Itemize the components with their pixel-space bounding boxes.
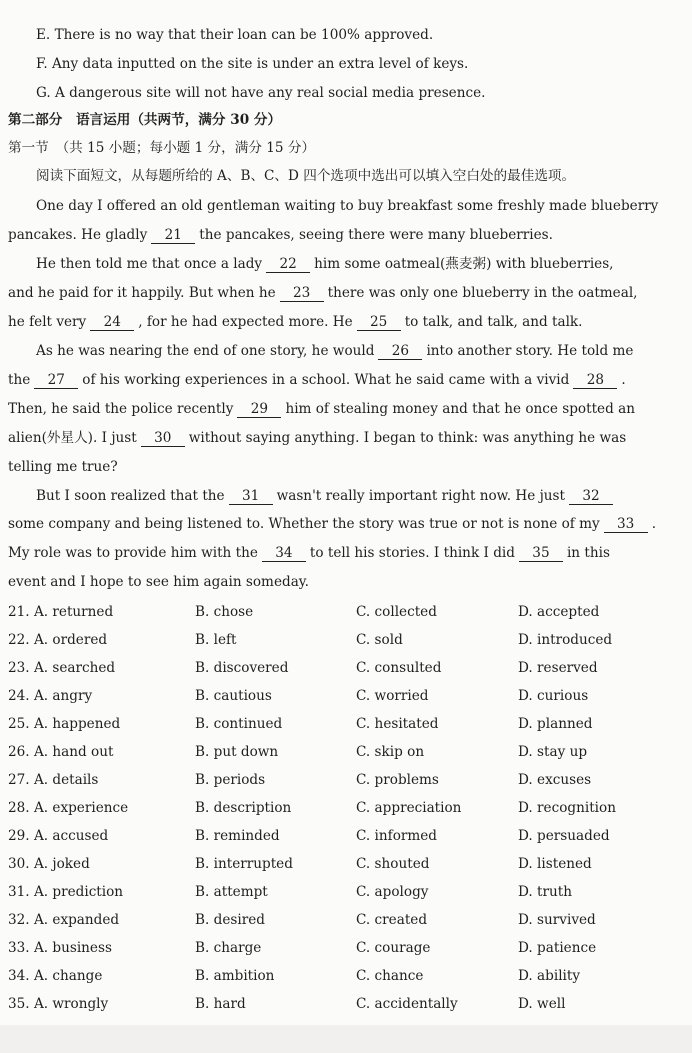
part-heading: 第二部分 语言运用（共两节，满分 30 分） [8, 112, 282, 128]
option-c: C. sold [356, 632, 403, 648]
question-row [8, 799, 688, 817]
question-row [8, 631, 688, 649]
option-c: C. created [356, 912, 428, 928]
blank-27: 27 [34, 373, 78, 389]
option-a: 22. A. ordered [8, 632, 108, 648]
option-c: C. consulted [356, 660, 442, 676]
option-c: C. collected [356, 604, 437, 620]
option-a: 26. A. hand out [8, 744, 114, 760]
option-d: D. curious [518, 688, 589, 704]
option-d: D. reserved [518, 660, 598, 676]
option-b: B. chose [195, 604, 254, 620]
blank-31: 31 [229, 489, 273, 505]
blank-29: 29 [237, 402, 281, 418]
option-a: 25. A. happened [8, 716, 121, 732]
question-row [8, 603, 688, 621]
question-row [8, 939, 688, 957]
passage-line: As he was nearing the end of one story, he would 26 into another story. He told me [36, 343, 634, 359]
passage-line: and he paid for it happily. But when he 23 there was only one blueberry in the oatmeal, [8, 285, 638, 301]
question-row [8, 687, 688, 705]
passage-line: But I soon realized that the 31 wasn't really important right now. He just 32 [36, 487, 617, 505]
blank-30: 30 [141, 431, 185, 447]
option-a: 29. A. accused [8, 828, 109, 844]
option-d: D. patience [518, 940, 597, 956]
option-b: B. periods [195, 772, 266, 788]
option-c: C. courage [356, 940, 431, 956]
passage-line: One day I offered an old gentleman waiting to buy breakfast some freshly made blueberry [36, 198, 659, 214]
option-b: B. continued [195, 716, 283, 732]
instruction: 阅读下面短文，从每题所给的 A、B、C、D 四个选项中选出可以填入空白处的最佳选项。 [36, 168, 576, 184]
passage-line: telling me true? [8, 459, 118, 475]
option-d: D. recognition [518, 800, 616, 816]
blank-25: 25 [357, 315, 401, 331]
question-row [8, 855, 688, 873]
option-a: 31. A. prediction [8, 884, 124, 900]
option-d: D. persuaded [518, 828, 610, 844]
option-f: F. Any data inputted on the site is under an extra level of keys. [36, 56, 469, 72]
blank-35: 35 [519, 546, 563, 562]
option-b: B. reminded [195, 828, 280, 844]
blank-28: 28 [573, 373, 617, 389]
blank-33: 33 [604, 517, 648, 533]
option-d: D. accepted [518, 604, 600, 620]
passage-line: some company and being listened to. Whether the story was true or not is none of my 33 . [8, 516, 657, 532]
option-a: 23. A. searched [8, 660, 116, 676]
question-row [8, 743, 688, 761]
question-row [8, 995, 688, 1013]
question-row [8, 659, 688, 677]
question-row [8, 827, 688, 845]
blank-24: 24 [90, 315, 134, 331]
option-b: B. cautious [195, 688, 272, 704]
option-c: C. worried [356, 688, 429, 704]
passage-line: My role was to provide him with the 34 to tell his stories. I think I did 35 in this [8, 545, 610, 561]
question-row [8, 883, 688, 901]
blank-23: 23 [280, 286, 324, 302]
option-b: B. hard [195, 996, 246, 1012]
option-a: 21. A. returned [8, 604, 114, 620]
option-c: C. problems [356, 772, 439, 788]
option-b: B. charge [195, 940, 262, 956]
option-a: 35. A. wrongly [8, 996, 109, 1012]
blank-21: 21 [151, 228, 195, 244]
blank-26: 26 [378, 344, 422, 360]
option-c: C. skip on [356, 744, 425, 760]
option-d: D. listened [518, 856, 592, 872]
option-d: D. well [518, 996, 566, 1012]
blank-34: 34 [262, 546, 306, 562]
option-d: D. stay up [518, 744, 588, 760]
option-d: D. excuses [518, 772, 592, 788]
option-c: C. shouted [356, 856, 430, 872]
blank-32: 32 [569, 489, 613, 505]
option-b: B. attempt [195, 884, 268, 900]
passage-line: pancakes. He gladly 21 the pancakes, seeing there were many blueberries. [8, 227, 553, 243]
option-c: C. apology [356, 884, 429, 900]
option-b: B. discovered [195, 660, 289, 676]
question-row [8, 967, 688, 985]
option-b: B. description [195, 800, 292, 816]
option-c: C. informed [356, 828, 438, 844]
passage-line: the 27 of his working experiences in a school. What he said came with a vivid 28 . [8, 372, 626, 388]
option-a: 34. A. change [8, 968, 103, 984]
blank-22: 22 [266, 257, 310, 273]
option-b: B. desired [195, 912, 265, 928]
question-row [8, 771, 688, 789]
passage-line: he felt very 24 , for he had expected more. He 25 to talk, and talk, and talk. [8, 314, 583, 330]
passage-line: Then, he said the police recently 29 him of stealing money and that he once spotted an [8, 401, 635, 417]
option-b: B. left [195, 632, 237, 648]
option-a: 27. A. details [8, 772, 99, 788]
option-a: 28. A. experience [8, 800, 129, 816]
passage-line: He then told me that once a lady 22 him some oatmeal(燕麦粥) with blueberries, [36, 256, 614, 272]
section-heading: 第一节 （共 15 小题；每小题 1 分，满分 15 分） [8, 140, 316, 156]
passage-line: event and I hope to see him again someday. [8, 574, 309, 590]
option-b: B. ambition [195, 968, 275, 984]
option-c: C. chance [356, 968, 424, 984]
option-d: D. ability [518, 968, 581, 984]
option-b: B. interrupted [195, 856, 293, 872]
option-c: C. accidentally [356, 996, 458, 1012]
option-e: E. There is no way that their loan can be 100% approved. [36, 27, 434, 43]
question-row [8, 715, 688, 733]
passage-line: alien(外星人). I just 30 without saying anything. I began to think: was anything he was [8, 430, 627, 446]
option-c: C. hesitated [356, 716, 439, 732]
option-a: 30. A. joked [8, 856, 90, 872]
option-a: 33. A. business [8, 940, 112, 956]
option-g: G. A dangerous site will not have any real social media presence. [36, 85, 486, 101]
option-a: 24. A. angry [8, 688, 93, 704]
option-d: D. truth [518, 884, 572, 900]
option-c: C. appreciation [356, 800, 462, 816]
option-b: B. put down [195, 744, 279, 760]
option-d: D. survived [518, 912, 596, 928]
option-d: D. planned [518, 716, 593, 732]
question-row [8, 911, 688, 929]
option-d: D. introduced [518, 632, 613, 648]
option-a: 32. A. expanded [8, 912, 120, 928]
